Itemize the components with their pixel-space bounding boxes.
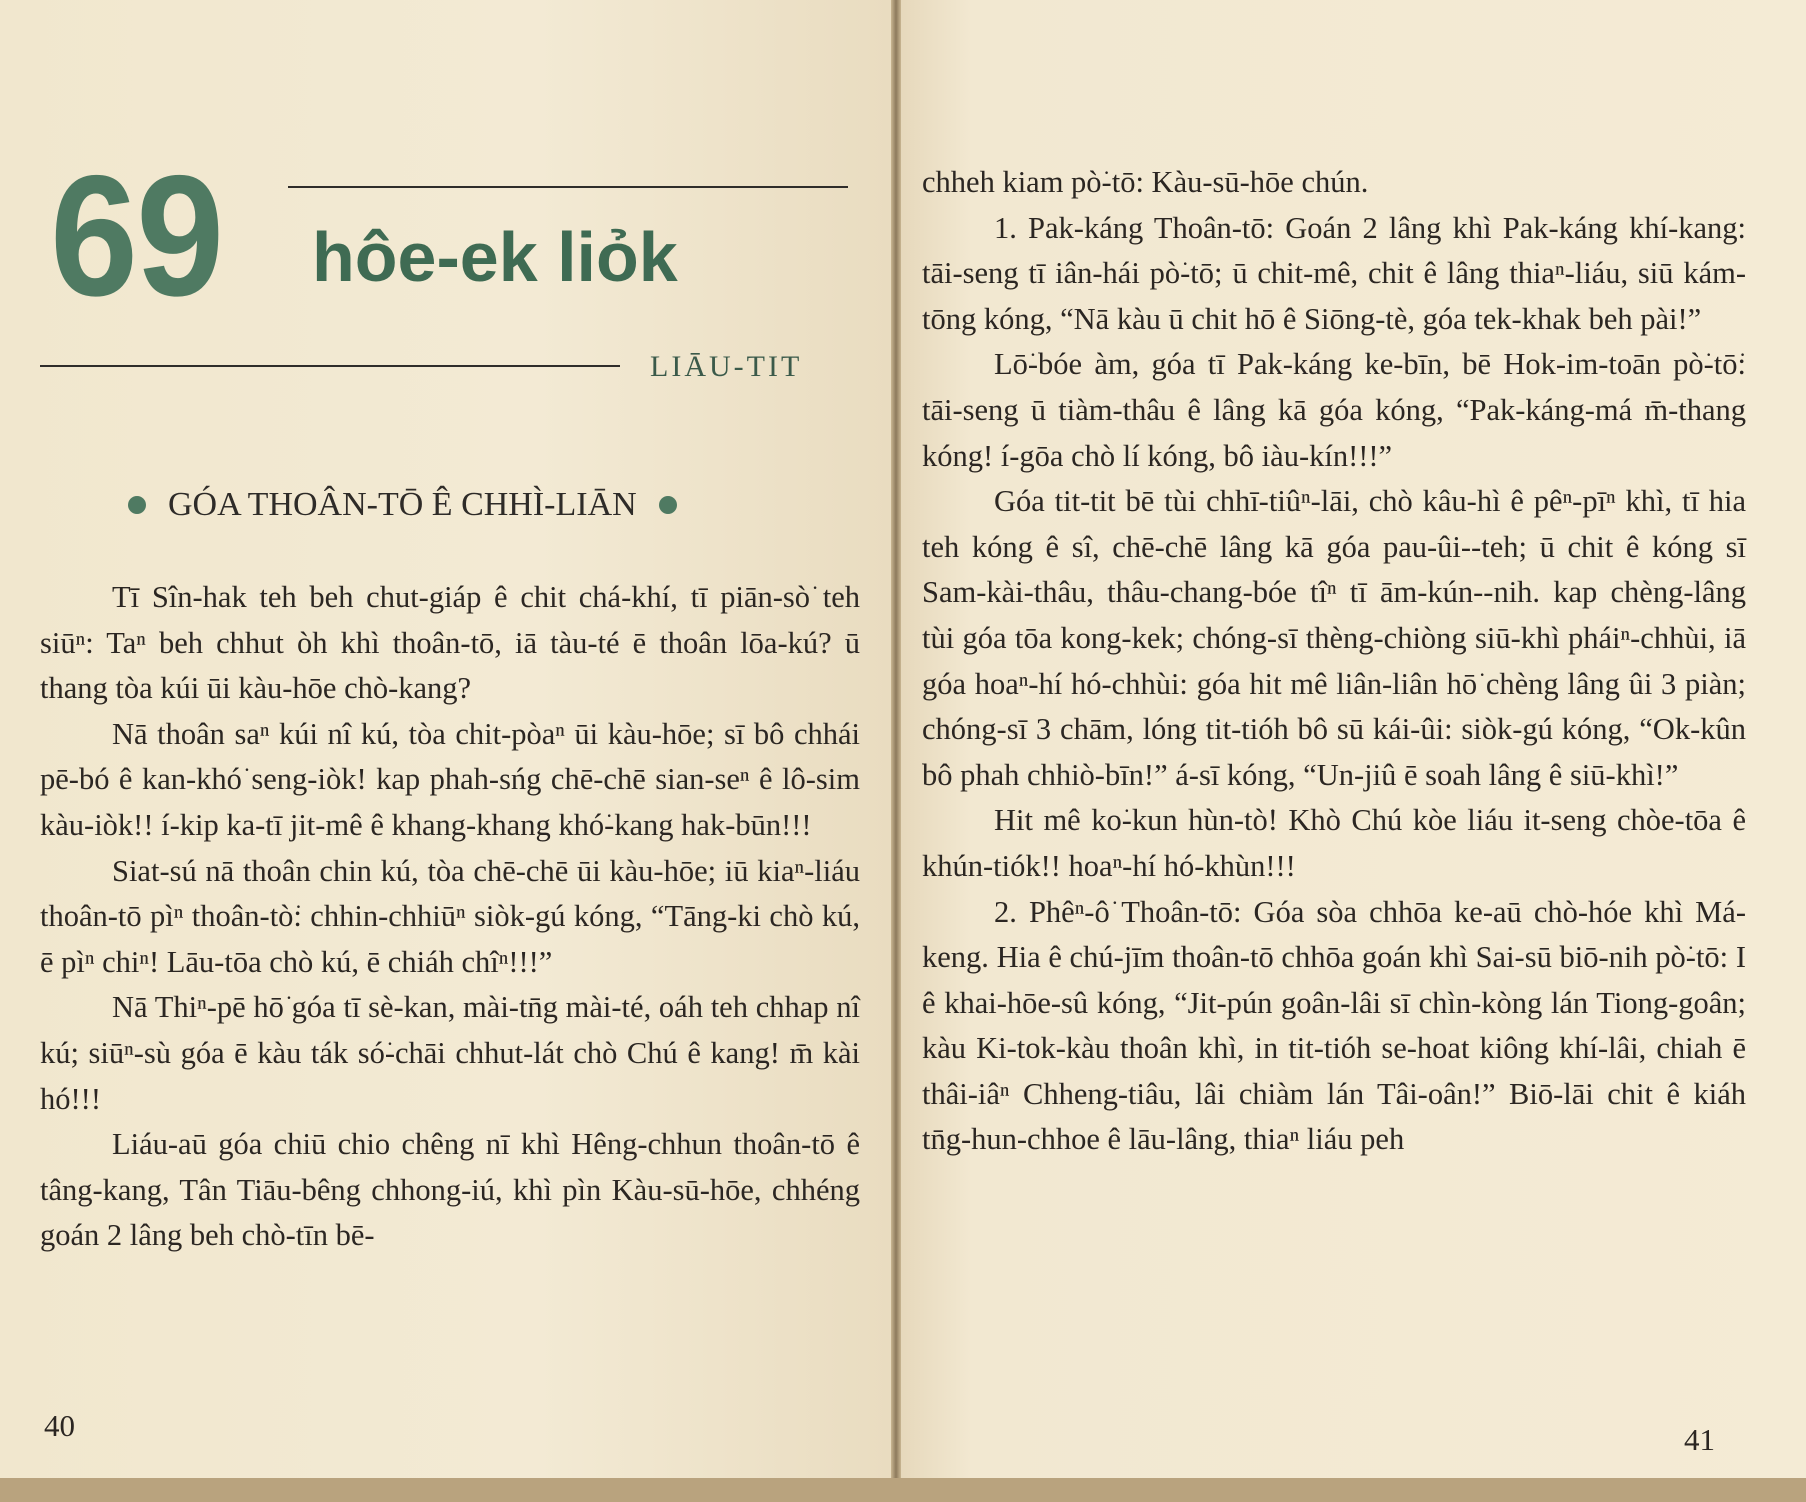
paragraph: Siat-sú nā thoân chin kú, tòa chē-chē ūi kàu-hōe; iū kiaⁿ-liáu thoân-tō pìⁿ thoân-tò͘: chhin-chhiūⁿ siòk-gú kóng, “Tāng-ki chò kú, ē pìⁿ chiⁿ! Lāu-tōa chò kú, ē chiáh chîⁿ!!!” <box>40 853 860 979</box>
chapter-number: 69 <box>50 140 223 332</box>
chapter-title: hôe-ek liỏk <box>312 218 678 296</box>
page-number-left: 40 <box>44 1408 75 1443</box>
paragraph: Liáu-aū góa chiū chio chêng nī khì Hêng-chhun thoân-tō ê tâng-kang, Tân Tiāu-bêng chhong-iú, khì pìn Kàu-sū-hōe, chhéng goán 2 lâng beh chò-tīn bē- <box>40 1127 860 1253</box>
paragraph: Góa tit-tit bē tùi chhī-tiûⁿ-lāi, chò kâu-hì ê pêⁿ-pīⁿ khì, tī hia teh kóng ê sî, chē-chē lâng kā góa pau-ûi--teh; ū chit ê kóng sī Sam-kài-thâu, thâu-chang-bóe tîⁿ tī ām-kún--nih. kap chèng-lâng tùi góa tōa kong-kek; chóng-sī thèng-chiòng siū-khì pháiⁿ-chhùi, iā góa hoaⁿ-hí hó-chhùi: góa hit mê liân-liân hō͘ chèng lâng ûi 3 piàn; chóng-sī 3 chām, lóng tit-tióh bô sū kái-ûi: siòk-gú kóng, “Ok-kûn bô phah chhiò-bīn!” á-sī kóng, “Un-jiû ē soah lâng ê siū-khì!” <box>922 484 1746 792</box>
subtitle-text: GÓA THOÂN-TŌ Ê CHHÌ-LIĀN <box>168 486 637 523</box>
paragraph: Lō͘-bóe àm, góa tī Pak-káng ke-bīn, bē Hok-im-toān pò͘-tō͘: tāi-seng ū tiàm-thâu ê lâng kā góa kóng, “Pak-káng-má m̄-thang kóng! í-gōa chò lí kóng, bô iàu-kín!!!” <box>922 347 1746 473</box>
bullet-dot-icon <box>128 496 146 514</box>
paragraph: Nā thoân saⁿ kúi nî kú, tòa chit-pòaⁿ ūi kàu-hōe; sī bô chhái pē-bó ê kan-khó͘ seng-iòk! kap phah-sńg chē-chē sian-seⁿ ê lô-sim kàu-iòk!! í-kip ka-tī jit-mê ê khang-khang khó͘-kang hak-būn!!! <box>40 716 860 842</box>
page-bottom-edge <box>0 1478 1806 1502</box>
left-page-body <box>40 575 860 1259</box>
paragraph: chheh kiam pò͘-tō: Kàu-sū-hōe chún. <box>922 165 1369 199</box>
bullet-dot-icon <box>659 496 677 514</box>
paragraph: Hit mê ko͘-kun hùn-tò͘! Khò Chú kòe liáu it-seng chòe-tōa ê khún-tiók!! hoaⁿ-hí hó-khùn!!! <box>922 803 1746 883</box>
page-number-right: 41 <box>1684 1422 1715 1457</box>
author-name: LIĀU-TIT <box>650 350 803 383</box>
book-gutter <box>891 0 901 1502</box>
paragraph: Nā Thiⁿ-pē hō͘ góa tī sè-kan, mài-tn̄g mài-té, oáh teh chhap nî kú; siūⁿ-sù góa ē kàu ták só͘-chāi chhut-lát chò Chú ê kang! m̄ kài hó!!! <box>40 990 860 1116</box>
paragraph: 2. Phêⁿ-ô͘ Thoân-tō: Góa sòa chhōa ke-aū chò-hóe khì Má-keng. Hia ê chú-jīm thoân-tō chhōa goán khì Sai-sū biō-nih pò͘-tō: I ê khai-hōe-sû kóng, “Jit-pún goân-lâi sī chìn-kòng lán Tiong-goân; kàu Ki-tok-kàu thoân khì, in tit-tióh se-hoat kiông khí-lâi, chiah ē thâi-iâⁿ Chheng-tiâu, lâi chiàm lán Tâi-oân!” Biō-lāi chit ê kiáh tn̄g-hun-chhoe ê lāu-lâng, thiaⁿ liáu peh <box>922 894 1746 1157</box>
right-page-body <box>922 160 1746 1163</box>
section-subtitle <box>128 486 788 524</box>
author-rule <box>40 365 620 367</box>
title-rule <box>288 186 848 188</box>
paragraph: 1. Pak-káng Thoân-tō: Goán 2 lâng khì Pak-káng khí-kang: tāi-seng tī iân-hái pò͘-tō; ū chit-mê, chit ê lâng thiaⁿ-liáu, siū kám-tōng kóng, “Nā kàu ū chit hō ê Siōng-tè, góa tek-khak beh pài!” <box>922 210 1746 336</box>
paragraph: Tī Sîn-hak teh beh chut-giáp ê chit chá-khí, tī piān-sò͘ teh siūⁿ: Taⁿ beh chhut òh khì thoân-tō, iā tàu-té ē thoân lōa-kú? ū thang tòa kúi ūi kàu-hōe chò-kang? <box>40 580 860 706</box>
